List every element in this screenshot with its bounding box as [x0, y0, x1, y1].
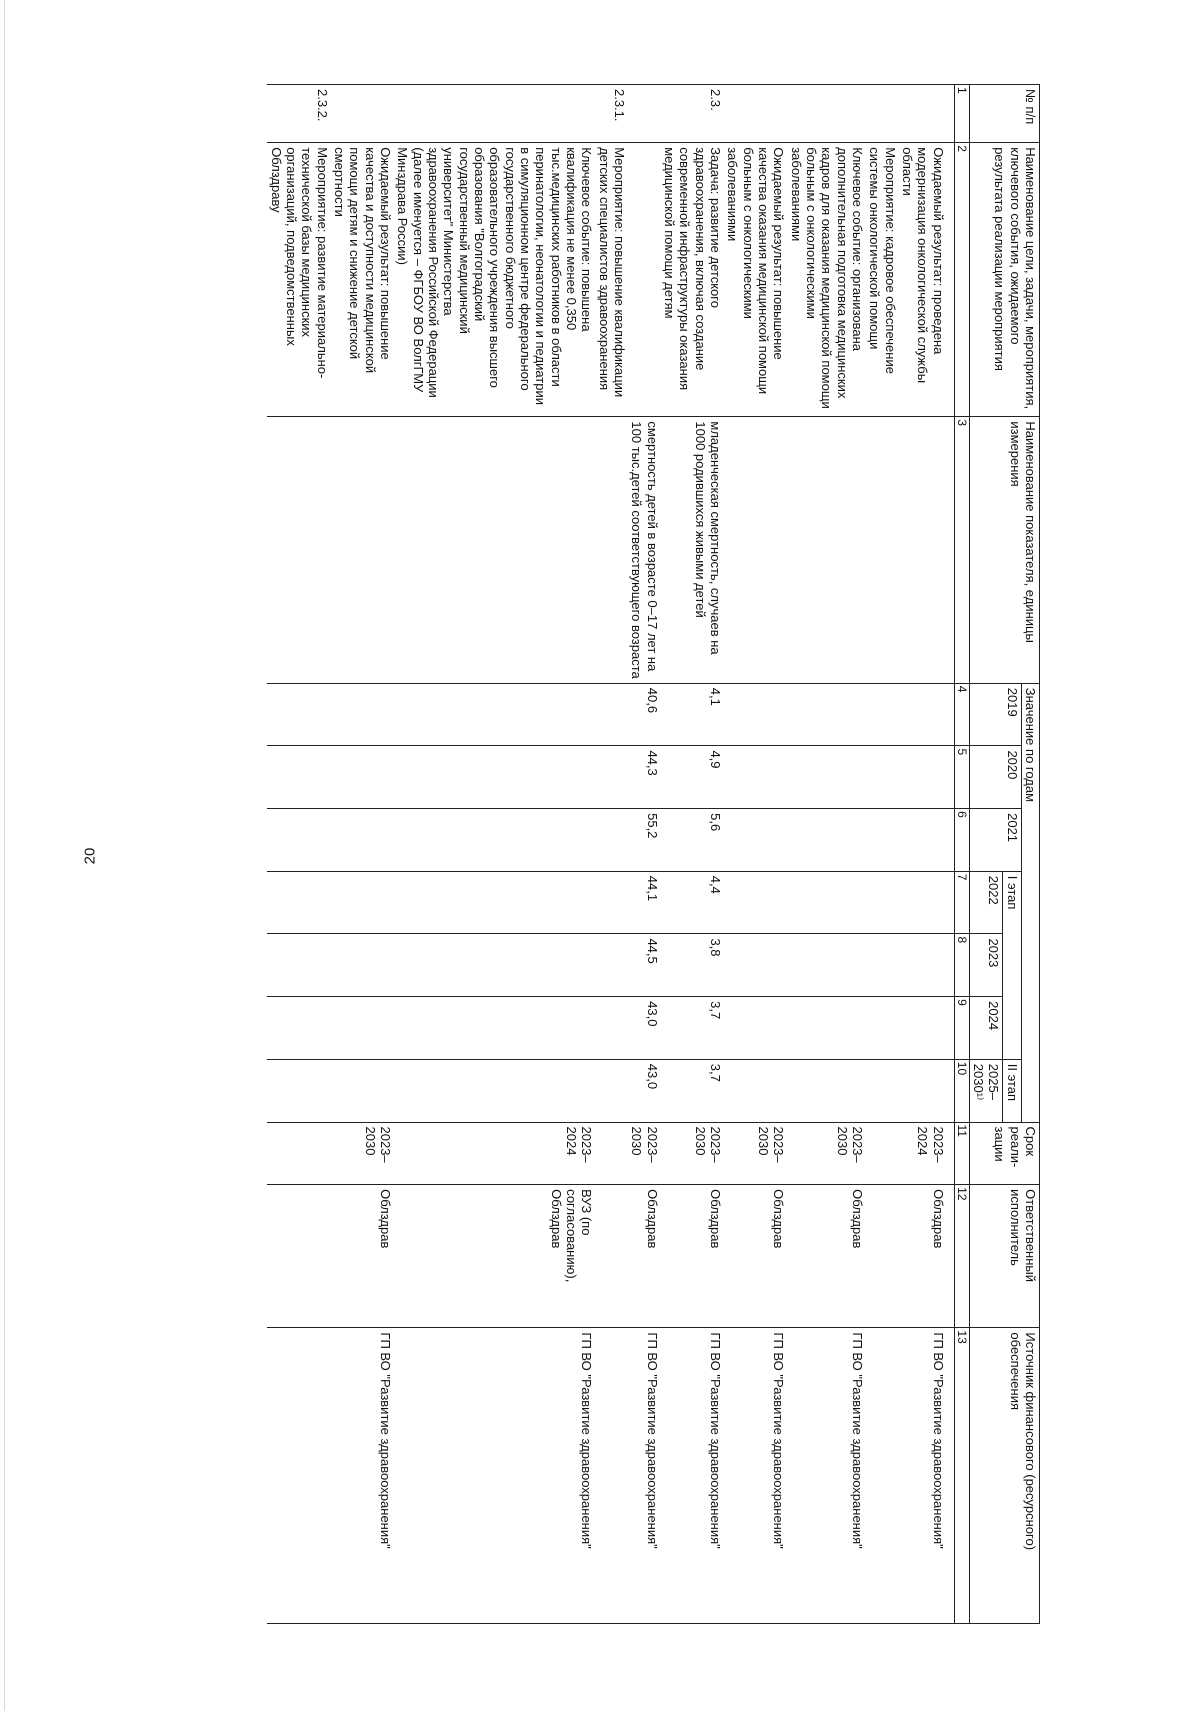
program-table: [267, 84, 1040, 1624]
value-2024: 43,0: [628, 997, 661, 1060]
row-executor: Облздрав: [628, 1185, 661, 1328]
rotated-table-container: [80, 84, 1040, 1624]
value-2022: [267, 871, 330, 934]
value-2021: [267, 809, 330, 872]
value-2024: 3,7: [661, 997, 724, 1060]
row-name: Мероприятие: кадровое обеспечение системы онкологической помощи: [866, 143, 899, 417]
row-term: 2023–2024: [899, 1122, 954, 1185]
page-number: 20: [81, 847, 99, 865]
value-2022: [595, 871, 628, 934]
value-2024: [899, 997, 954, 1060]
value-2023: [331, 934, 394, 997]
value-2022: [899, 871, 954, 934]
value-2022: [394, 871, 595, 934]
value-2020: [394, 746, 595, 809]
value-2022: 44,1: [628, 871, 661, 934]
table-row: [866, 85, 899, 1624]
value-2021: [394, 809, 595, 872]
row-indicator: [899, 417, 954, 683]
value-2025-2030: [787, 1059, 866, 1122]
value-2023: [866, 934, 899, 997]
table-row: [595, 85, 628, 1624]
row-executor: Облздрав: [331, 1185, 394, 1328]
value-2021: [866, 809, 899, 872]
header-year: 2021: [969, 809, 1021, 872]
value-2023: [595, 934, 628, 997]
header-year: 2020: [969, 746, 1021, 809]
row-name: Мероприятие: развитие материально-технической базы медицинских организаций, подведомственных Облздраву: [267, 143, 330, 417]
value-2021: [331, 809, 394, 872]
row-name: [628, 143, 661, 417]
table-row: [394, 85, 595, 1624]
header-stage-1: I этап: [1003, 871, 1021, 1059]
row-name: Ожидаемый результат: повышение качества и доступности медицинской помощи детям и снижение детской смертности: [331, 143, 394, 417]
header-year: 2024: [969, 997, 1003, 1060]
header-values-group: Значение по годам: [1021, 683, 1039, 1122]
row-indicator: [595, 417, 628, 683]
value-2025-2030: [595, 1059, 628, 1122]
row-number: 2.3.: [661, 85, 724, 143]
value-2024: [331, 997, 394, 1060]
value-2022: [331, 871, 394, 934]
column-number: 13: [954, 1328, 969, 1624]
value-2022: 4,4: [661, 871, 724, 934]
value-2021: [595, 809, 628, 872]
column-number: 1: [954, 85, 969, 143]
value-2023: [787, 934, 866, 997]
column-number: 10: [954, 1059, 969, 1122]
column-number: 4: [954, 683, 969, 746]
row-term: [267, 1122, 330, 1185]
row-term: [595, 1122, 628, 1185]
table-row: [724, 85, 787, 1624]
row-indicator: [724, 417, 787, 683]
row-term: 2023–2030: [628, 1122, 661, 1185]
row-number: [628, 85, 661, 143]
row-term: 2023–2030: [661, 1122, 724, 1185]
row-source: ГП ВО "Развитие здравоохранения": [331, 1328, 394, 1624]
value-2020: [267, 746, 330, 809]
column-number: 5: [954, 746, 969, 809]
value-2023: [724, 934, 787, 997]
header-indicator: Наименование показателя, единицы измерения: [969, 417, 1039, 683]
value-2019: [866, 683, 899, 746]
header-year: 2023: [969, 934, 1003, 997]
row-executor: [267, 1185, 330, 1328]
column-number: 11: [954, 1122, 969, 1185]
value-2024: [787, 997, 866, 1060]
value-2019: [724, 683, 787, 746]
header-year: 2025–2030¹⁾: [969, 1059, 1003, 1122]
value-2023: [394, 934, 595, 997]
row-number: [394, 85, 595, 143]
header-year: 2022: [969, 871, 1003, 934]
value-2022: [866, 871, 899, 934]
column-number: 9: [954, 997, 969, 1060]
value-2020: 4,9: [661, 746, 724, 809]
row-source: ГП ВО "Развитие здравоохранения": [724, 1328, 787, 1624]
value-2019: [394, 683, 595, 746]
value-2025-2030: 3,7: [661, 1059, 724, 1122]
row-executor: ВУЗ (по согласованию), Облздрав: [394, 1185, 595, 1328]
row-term: 2023–2024: [394, 1122, 595, 1185]
table-row: [267, 85, 330, 1624]
row-executor: Облздрав: [661, 1185, 724, 1328]
value-2022: [724, 871, 787, 934]
row-term: 2023–2030: [724, 1122, 787, 1185]
table-header: [954, 85, 1039, 1624]
row-term: 2023–2030: [787, 1122, 866, 1185]
value-2019: [899, 683, 954, 746]
value-2019: [595, 683, 628, 746]
value-2020: [331, 746, 394, 809]
table-row: [899, 85, 954, 1624]
row-source: ГП ВО "Развитие здравоохранения": [899, 1328, 954, 1624]
header-name: Наименование цели, задачи, мероприятия, ключевого события, ожидаемого результата реализации мероприятия: [969, 143, 1039, 417]
value-2023: [267, 934, 330, 997]
value-2023: 3,8: [661, 934, 724, 997]
header-executor: Ответственный исполнитель: [969, 1185, 1039, 1328]
header-stage-2: II этап: [1003, 1059, 1021, 1122]
column-number: 8: [954, 934, 969, 997]
row-name: Ключевое событие: организована дополнительная подготовка медицинских кадров для оказания медицинской помощи больным с онкологическими заболеваниями: [787, 143, 866, 417]
row-indicator: [331, 417, 394, 683]
row-indicator: [394, 417, 595, 683]
row-executor: Облздрав: [724, 1185, 787, 1328]
row-source: ГП ВО "Развитие здравоохранения": [661, 1328, 724, 1624]
value-2021: 55,2: [628, 809, 661, 872]
column-number: 6: [954, 809, 969, 872]
value-2021: [787, 809, 866, 872]
row-number: [331, 85, 394, 143]
value-2024: [866, 997, 899, 1060]
value-2019: 40,6: [628, 683, 661, 746]
value-2025-2030: [724, 1059, 787, 1122]
value-2024: [595, 997, 628, 1060]
value-2025-2030: [331, 1059, 394, 1122]
row-term: 2023–2030: [331, 1122, 394, 1185]
row-name: Мероприятие: повышение квалификации детских специалистов здравоохранения: [595, 143, 628, 417]
value-2025-2030: [866, 1059, 899, 1122]
value-2019: [787, 683, 866, 746]
value-2020: [899, 746, 954, 809]
value-2025-2030: 43,0: [628, 1059, 661, 1122]
row-indicator: [787, 417, 866, 683]
row-executor: [595, 1185, 628, 1328]
column-number: 3: [954, 417, 969, 683]
row-number: 2.3.2.: [267, 85, 330, 143]
value-2021: [724, 809, 787, 872]
value-2020: [595, 746, 628, 809]
column-number: 12: [954, 1185, 969, 1328]
value-2020: [724, 746, 787, 809]
row-indicator: [866, 417, 899, 683]
row-number: [899, 85, 954, 143]
row-indicator: [267, 417, 330, 683]
table-row: [661, 85, 724, 1624]
value-2024: [267, 997, 330, 1060]
value-2024: [394, 997, 595, 1060]
value-2020: 44,3: [628, 746, 661, 809]
column-number-row: [954, 85, 969, 1624]
row-name: Задача: развитие детского здравоохранения, включая создание современной инфраструктуры оказания медицинской помощи детям: [661, 143, 724, 417]
row-source: [267, 1328, 330, 1624]
column-number: 7: [954, 871, 969, 934]
value-2023: [899, 934, 954, 997]
header-num: № п/п: [969, 85, 1039, 143]
value-2021: [899, 809, 954, 872]
row-number: [787, 85, 866, 143]
value-2023: 44,5: [628, 934, 661, 997]
value-2025-2030: [267, 1059, 330, 1122]
value-2020: [787, 746, 866, 809]
column-number: 2: [954, 143, 969, 417]
row-source: ГП ВО "Развитие здравоохранения": [394, 1328, 595, 1624]
scan-edge: [4, 0, 5, 1711]
table-row: [628, 85, 661, 1624]
value-2021: 5,6: [661, 809, 724, 872]
value-2019: [331, 683, 394, 746]
table-body: [267, 85, 954, 1624]
row-indicator: младенческая смертность, случаев на 1000 родившихся живыми детей: [661, 417, 724, 683]
row-source: ГП ВО "Развитие здравоохранения": [628, 1328, 661, 1624]
value-2020: [866, 746, 899, 809]
value-2025-2030: [899, 1059, 954, 1122]
value-2019: 4,1: [661, 683, 724, 746]
value-2024: [724, 997, 787, 1060]
row-number: 2.3.1.: [595, 85, 628, 143]
row-number: [866, 85, 899, 143]
header-year: 2019: [969, 683, 1021, 746]
row-source: ГП ВО "Развитие здравоохранения": [787, 1328, 866, 1624]
header-source: Источник финансового (ресурсного) обеспечения: [969, 1328, 1039, 1624]
table-row: [331, 85, 394, 1624]
table-row: [787, 85, 866, 1624]
row-executor: [866, 1185, 899, 1328]
row-executor: Облздрав: [787, 1185, 866, 1328]
value-2019: [267, 683, 330, 746]
row-indicator: смертность детей в возрасте 0–17 лет на 100 тыс.детей соответствующего возраста: [628, 417, 661, 683]
row-executor: Облздрав: [899, 1185, 954, 1328]
row-name: Ожидаемый результат: проведена модернизация онкологической службы области: [899, 143, 954, 417]
header-term: Срок реали-зации: [969, 1122, 1039, 1185]
value-2022: [787, 871, 866, 934]
value-2025-2030: [394, 1059, 595, 1122]
row-term: [866, 1122, 899, 1185]
row-name: Ожидаемый результат: повышение качества оказания медицинской помощи больным с онкологическими заболеваниями: [724, 143, 787, 417]
row-source: [595, 1328, 628, 1624]
row-source: [866, 1328, 899, 1624]
row-name: Ключевое событие: повышена квалификация не менее 0,350 тыс.медицинских работников в области перинатологии, неонатологии и педиатрии в симуляционном центре федерального государственного бюджетного образовательного учреждения высшего образования "Волгоградский государственный медицинский университет" Министерства здравоохранения Российской Федерации (далее именуется – ФГБОУ ВО ВолгГМУ Минздрава России): [394, 143, 595, 417]
row-number: [724, 85, 787, 143]
